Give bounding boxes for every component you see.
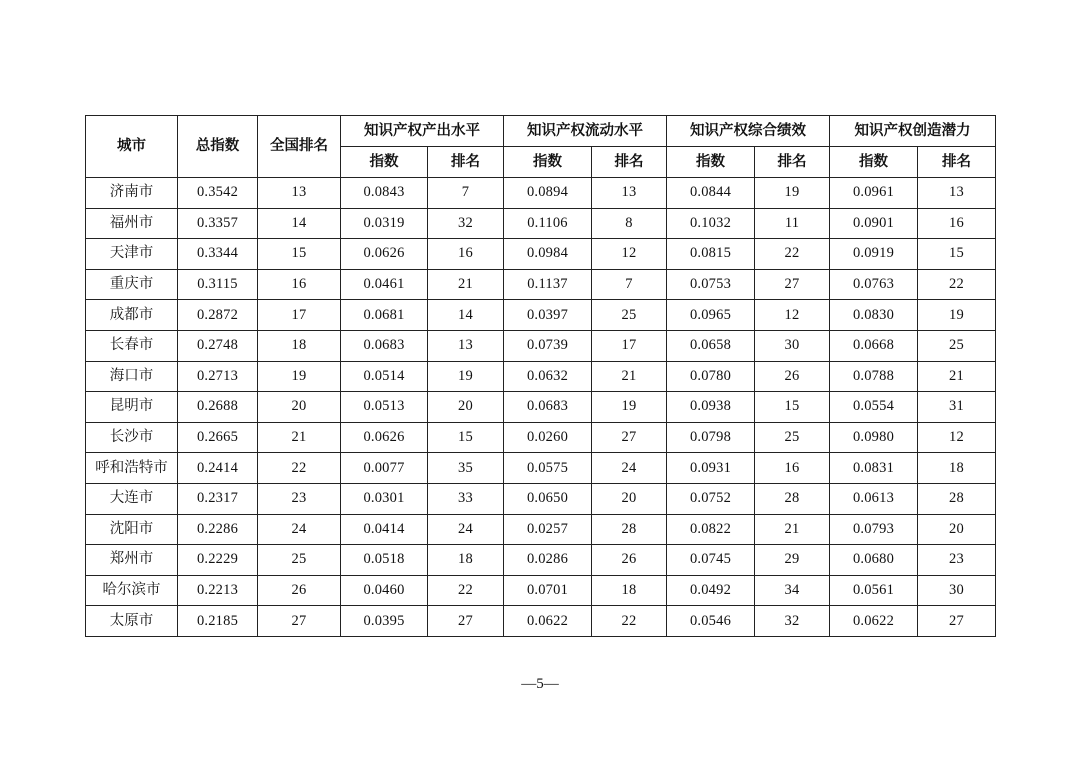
header-national-rank: 全国排名 — [258, 116, 341, 178]
table-row — [86, 392, 996, 423]
cell-potential-index: 0.0613 — [830, 483, 918, 514]
cell-performance-rank: 34 — [755, 575, 830, 606]
cell-output-rank: 16 — [428, 239, 504, 270]
cell-total-index: 0.2713 — [178, 361, 258, 392]
cell-city: 成都市 — [86, 300, 178, 331]
cell-flow-index: 0.0894 — [504, 178, 592, 209]
cell-total-index: 0.2213 — [178, 575, 258, 606]
cell-performance-index: 0.0780 — [667, 361, 755, 392]
table-row — [86, 178, 996, 209]
cell-output-index: 0.0626 — [341, 422, 428, 453]
cell-performance-rank: 15 — [755, 392, 830, 423]
cell-potential-index: 0.0622 — [830, 606, 918, 637]
cell-performance-rank: 32 — [755, 606, 830, 637]
cell-flow-rank: 18 — [592, 575, 667, 606]
cell-potential-index: 0.0919 — [830, 239, 918, 270]
cell-city: 济南市 — [86, 178, 178, 209]
cell-performance-rank: 22 — [755, 239, 830, 270]
cell-national-rank: 27 — [258, 606, 341, 637]
cell-city: 哈尔滨市 — [86, 575, 178, 606]
cell-performance-rank: 21 — [755, 514, 830, 545]
table-row — [86, 575, 996, 606]
subheader-index: 指数 — [341, 147, 428, 178]
cell-city: 呼和浩特市 — [86, 453, 178, 484]
cell-performance-index: 0.0815 — [667, 239, 755, 270]
cell-flow-index: 0.0260 — [504, 422, 592, 453]
table-row — [86, 300, 996, 331]
cell-performance-index: 0.0844 — [667, 178, 755, 209]
cell-output-index: 0.0626 — [341, 239, 428, 270]
cell-total-index: 0.2748 — [178, 330, 258, 361]
cell-potential-index: 0.0830 — [830, 300, 918, 331]
cell-output-rank: 24 — [428, 514, 504, 545]
cell-potential-index: 0.0793 — [830, 514, 918, 545]
header-group-potential: 知识产权创造潜力 — [830, 116, 996, 147]
cell-performance-index: 0.0822 — [667, 514, 755, 545]
cell-total-index: 0.2414 — [178, 453, 258, 484]
cell-potential-rank: 16 — [918, 208, 996, 239]
cell-potential-rank: 20 — [918, 514, 996, 545]
cell-potential-rank: 18 — [918, 453, 996, 484]
cell-performance-index: 0.0546 — [667, 606, 755, 637]
cell-potential-rank: 13 — [918, 178, 996, 209]
cell-flow-index: 0.0701 — [504, 575, 592, 606]
cell-city: 长春市 — [86, 330, 178, 361]
cell-potential-index: 0.0668 — [830, 330, 918, 361]
cell-city: 福州市 — [86, 208, 178, 239]
cell-flow-index: 0.0257 — [504, 514, 592, 545]
cell-total-index: 0.2185 — [178, 606, 258, 637]
cell-output-rank: 14 — [428, 300, 504, 331]
cell-performance-rank: 29 — [755, 545, 830, 576]
cell-potential-rank: 28 — [918, 483, 996, 514]
cell-potential-rank: 25 — [918, 330, 996, 361]
cell-performance-rank: 26 — [755, 361, 830, 392]
cell-output-index: 0.0681 — [341, 300, 428, 331]
cell-flow-rank: 26 — [592, 545, 667, 576]
cell-total-index: 0.3542 — [178, 178, 258, 209]
cell-potential-index: 0.0680 — [830, 545, 918, 576]
cell-performance-rank: 27 — [755, 269, 830, 300]
cell-output-rank: 18 — [428, 545, 504, 576]
cell-national-rank: 16 — [258, 269, 341, 300]
cell-national-rank: 24 — [258, 514, 341, 545]
cell-city: 沈阳市 — [86, 514, 178, 545]
cell-output-rank: 22 — [428, 575, 504, 606]
cell-flow-rank: 27 — [592, 422, 667, 453]
cell-potential-rank: 21 — [918, 361, 996, 392]
city-ip-index-table — [85, 115, 996, 637]
cell-flow-index: 0.0622 — [504, 606, 592, 637]
cell-output-rank: 13 — [428, 330, 504, 361]
cell-potential-rank: 30 — [918, 575, 996, 606]
cell-performance-rank: 30 — [755, 330, 830, 361]
cell-potential-rank: 23 — [918, 545, 996, 576]
table-row — [86, 606, 996, 637]
cell-output-index: 0.0301 — [341, 483, 428, 514]
subheader-rank: 排名 — [755, 147, 830, 178]
cell-national-rank: 18 — [258, 330, 341, 361]
header-city: 城市 — [86, 116, 178, 178]
cell-flow-index: 0.0286 — [504, 545, 592, 576]
cell-flow-rank: 13 — [592, 178, 667, 209]
cell-performance-rank: 28 — [755, 483, 830, 514]
cell-potential-index: 0.0561 — [830, 575, 918, 606]
cell-city: 天津市 — [86, 239, 178, 270]
cell-output-index: 0.0077 — [341, 453, 428, 484]
cell-city: 长沙市 — [86, 422, 178, 453]
cell-potential-rank: 12 — [918, 422, 996, 453]
cell-output-rank: 27 — [428, 606, 504, 637]
cell-flow-rank: 20 — [592, 483, 667, 514]
cell-performance-index: 0.0492 — [667, 575, 755, 606]
cell-total-index: 0.2872 — [178, 300, 258, 331]
cell-output-index: 0.0843 — [341, 178, 428, 209]
subheader-rank: 排名 — [918, 147, 996, 178]
cell-performance-index: 0.0798 — [667, 422, 755, 453]
cell-national-rank: 13 — [258, 178, 341, 209]
cell-output-rank: 20 — [428, 392, 504, 423]
table-body — [86, 178, 996, 637]
cell-performance-index: 0.0658 — [667, 330, 755, 361]
subheader-index: 指数 — [504, 147, 592, 178]
cell-national-rank: 17 — [258, 300, 341, 331]
cell-national-rank: 19 — [258, 361, 341, 392]
cell-performance-rank: 12 — [755, 300, 830, 331]
cell-output-rank: 7 — [428, 178, 504, 209]
cell-national-rank: 23 — [258, 483, 341, 514]
cell-city: 郑州市 — [86, 545, 178, 576]
table-row — [86, 514, 996, 545]
cell-potential-rank: 27 — [918, 606, 996, 637]
table-row — [86, 545, 996, 576]
cell-national-rank: 20 — [258, 392, 341, 423]
cell-total-index: 0.2229 — [178, 545, 258, 576]
cell-performance-index: 0.0753 — [667, 269, 755, 300]
cell-output-index: 0.0683 — [341, 330, 428, 361]
cell-flow-rank: 21 — [592, 361, 667, 392]
cell-flow-index: 0.0397 — [504, 300, 592, 331]
cell-flow-index: 0.0650 — [504, 483, 592, 514]
cell-flow-index: 0.0575 — [504, 453, 592, 484]
cell-potential-index: 0.0831 — [830, 453, 918, 484]
cell-city: 昆明市 — [86, 392, 178, 423]
cell-performance-rank: 19 — [755, 178, 830, 209]
cell-output-index: 0.0514 — [341, 361, 428, 392]
cell-output-index: 0.0461 — [341, 269, 428, 300]
table-header-row — [86, 116, 996, 147]
cell-city: 海口市 — [86, 361, 178, 392]
cell-national-rank: 21 — [258, 422, 341, 453]
cell-flow-index: 0.0632 — [504, 361, 592, 392]
cell-potential-index: 0.0763 — [830, 269, 918, 300]
cell-flow-index: 0.0739 — [504, 330, 592, 361]
cell-flow-index: 0.1106 — [504, 208, 592, 239]
cell-total-index: 0.2688 — [178, 392, 258, 423]
cell-flow-rank: 17 — [592, 330, 667, 361]
cell-potential-index: 0.0554 — [830, 392, 918, 423]
table-row — [86, 269, 996, 300]
header-group-performance: 知识产权综合绩效 — [667, 116, 830, 147]
cell-performance-index: 0.0752 — [667, 483, 755, 514]
table-row — [86, 361, 996, 392]
cell-potential-index: 0.0788 — [830, 361, 918, 392]
cell-city: 太原市 — [86, 606, 178, 637]
cell-output-rank: 15 — [428, 422, 504, 453]
subheader-index: 指数 — [667, 147, 755, 178]
cell-total-index: 0.2286 — [178, 514, 258, 545]
cell-performance-rank: 16 — [755, 453, 830, 484]
cell-total-index: 0.3357 — [178, 208, 258, 239]
cell-national-rank: 22 — [258, 453, 341, 484]
cell-national-rank: 14 — [258, 208, 341, 239]
cell-output-rank: 32 — [428, 208, 504, 239]
cell-performance-index: 0.0931 — [667, 453, 755, 484]
cell-flow-rank: 19 — [592, 392, 667, 423]
cell-potential-index: 0.0901 — [830, 208, 918, 239]
cell-flow-rank: 22 — [592, 606, 667, 637]
cell-flow-index: 0.1137 — [504, 269, 592, 300]
cell-output-index: 0.0513 — [341, 392, 428, 423]
cell-city: 重庆市 — [86, 269, 178, 300]
table-row — [86, 483, 996, 514]
table-row — [86, 422, 996, 453]
cell-flow-rank: 25 — [592, 300, 667, 331]
cell-performance-index: 0.0745 — [667, 545, 755, 576]
cell-performance-rank: 25 — [755, 422, 830, 453]
cell-potential-index: 0.0961 — [830, 178, 918, 209]
header-group-flow: 知识产权流动水平 — [504, 116, 667, 147]
cell-national-rank: 25 — [258, 545, 341, 576]
cell-output-index: 0.0414 — [341, 514, 428, 545]
cell-flow-rank: 7 — [592, 269, 667, 300]
header-group-output: 知识产权产出水平 — [341, 116, 504, 147]
table-row — [86, 453, 996, 484]
table-row — [86, 208, 996, 239]
table-row — [86, 330, 996, 361]
cell-performance-index: 0.0965 — [667, 300, 755, 331]
cell-potential-rank: 31 — [918, 392, 996, 423]
cell-output-rank: 21 — [428, 269, 504, 300]
cell-total-index: 0.3115 — [178, 269, 258, 300]
header-total-index: 总指数 — [178, 116, 258, 178]
cell-national-rank: 15 — [258, 239, 341, 270]
cell-flow-index: 0.0683 — [504, 392, 592, 423]
cell-potential-rank: 15 — [918, 239, 996, 270]
cell-output-rank: 35 — [428, 453, 504, 484]
cell-total-index: 0.2317 — [178, 483, 258, 514]
cell-flow-rank: 28 — [592, 514, 667, 545]
cell-output-index: 0.0460 — [341, 575, 428, 606]
cell-output-index: 0.0518 — [341, 545, 428, 576]
cell-potential-index: 0.0980 — [830, 422, 918, 453]
table-row — [86, 239, 996, 270]
subheader-rank: 排名 — [428, 147, 504, 178]
cell-performance-rank: 11 — [755, 208, 830, 239]
cell-potential-rank: 22 — [918, 269, 996, 300]
cell-city: 大连市 — [86, 483, 178, 514]
cell-output-index: 0.0319 — [341, 208, 428, 239]
cell-flow-rank: 8 — [592, 208, 667, 239]
cell-total-index: 0.2665 — [178, 422, 258, 453]
cell-potential-rank: 19 — [918, 300, 996, 331]
cell-performance-index: 0.0938 — [667, 392, 755, 423]
cell-performance-index: 0.1032 — [667, 208, 755, 239]
cell-flow-index: 0.0984 — [504, 239, 592, 270]
cell-flow-rank: 12 — [592, 239, 667, 270]
page-number: —5— — [521, 676, 559, 692]
subheader-rank: 排名 — [592, 147, 667, 178]
cell-output-index: 0.0395 — [341, 606, 428, 637]
cell-output-rank: 19 — [428, 361, 504, 392]
cell-output-rank: 33 — [428, 483, 504, 514]
cell-total-index: 0.3344 — [178, 239, 258, 270]
subheader-index: 指数 — [830, 147, 918, 178]
cell-national-rank: 26 — [258, 575, 341, 606]
cell-flow-rank: 24 — [592, 453, 667, 484]
